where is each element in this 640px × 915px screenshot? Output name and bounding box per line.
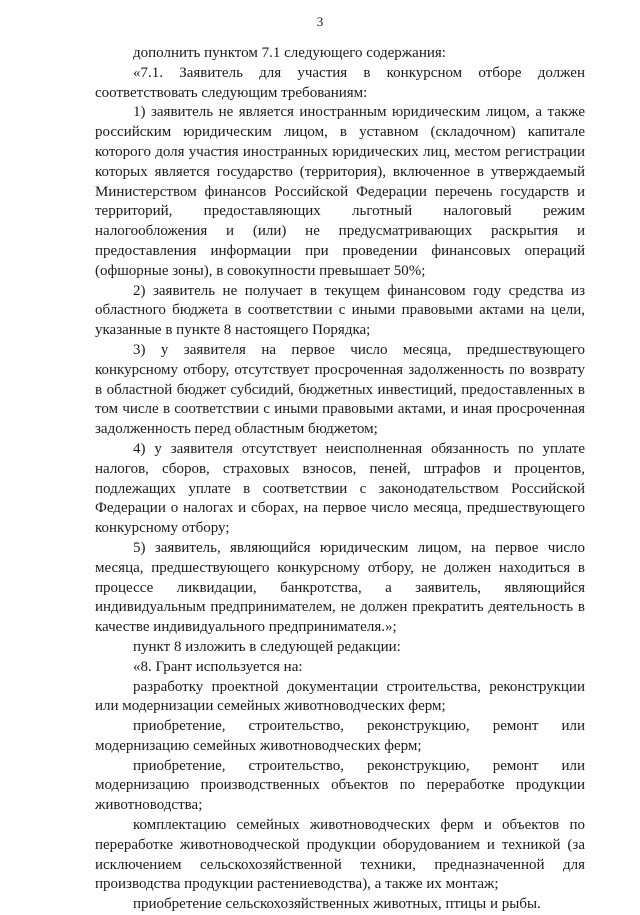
paragraph-intro-7-1: дополнить пунктом 7.1 следующего содержания: bbox=[133, 45, 446, 61]
paragraph-grant-use-5: приобретение сельскохозяйственных животных, птицы и рыбы. bbox=[133, 896, 541, 913]
paragraph-7-1-heading: «7.1. Заявитель для участия в конкурсном отборе должен соответствовать следующим требованиям: bbox=[95, 64, 585, 101]
paragraph-requirement-4: 4) у заявителя отсутствует неисполненная обязанность по уплате налогов, сборов, страховых взносов, пеней, штрафов и процентов, подлежащих уплате в соответствии с законодательством Российской Федерации о налогах и сборах, на первое число месяца, предшествующего конкурсному отбору; bbox=[95, 440, 585, 537]
paragraph-requirement-5: 5) заявитель, являющийся юридическим лицом, на первое число месяца, предшествующего конкурсному отбору, не должен находиться в процессе ликвидации, банкротства, а заявитель, являющийся индивидуальным предпринимателем, не должен прекратить деятельность в качестве индивидуального предпринимателя.»; bbox=[95, 539, 585, 636]
paragraph-grant-use-2: приобретение, строительство, реконструкцию, ремонт или модернизацию семейных животноводческих ферм; bbox=[95, 718, 585, 754]
paragraph-intro-8: пункт 8 изложить в следующей редакции: bbox=[133, 638, 401, 655]
paragraph-grant-use-1: разработку проектной документации строительства, реконструкции или модернизации семейных животноводческих ферм; bbox=[95, 678, 585, 715]
paragraph-grant-use-3: приобретение, строительство, реконструкцию, ремонт или модернизацию производственных объектов по переработке продукции животноводства; bbox=[95, 757, 585, 814]
paragraph-requirement-1: 1) заявитель не является иностранным юридическим лицом, а также российским юридическим лицом, в уставном (складочном) капитале которого доля участия иностранных юридических лиц, местом регистрации которых является государство (территория), включенное в утверждаемый Министерством финансов Российской Федерации перечень государств и территорий, предоставляющих льготный налоговый режим налогообложения и (или) не предусматривающих раскрытия и предоставления информации при проведении финансовых операций (офшорные зоны), в совокупности превышает 50%; bbox=[95, 104, 585, 279]
paragraph-grant-use-4: комплектацию семейных животноводческих ферм и объектов по переработке животноводческой продукции оборудованием и техникой (за исключением сельскохозяйственной техники, предназначенной для производства продукции растениеводства), а также их монтаж; bbox=[95, 817, 585, 893]
paragraph-8-heading: «8. Грант используется на: bbox=[133, 658, 303, 675]
paragraph-requirement-2: 2) заявитель не получает в текущем финансовом году средства из областного бюджета в соответствии с иными правовыми актами на цели, указанные в пункте 8 настоящего Порядка; bbox=[95, 282, 585, 339]
paragraph-requirement-3: 3) у заявителя на первое число месяца, предшествующего конкурсному отбору, отсутствует просроченная задолженность по возврату в областной бюджет субсидий, бюджетных инвестиций, предоставленных в том числе в соответствии с иными правовыми актами, и иная просроченная задолженность перед областным бюджетом; bbox=[95, 341, 585, 438]
document-body bbox=[95, 44, 585, 915]
page-number: 3 bbox=[316, 14, 324, 29]
